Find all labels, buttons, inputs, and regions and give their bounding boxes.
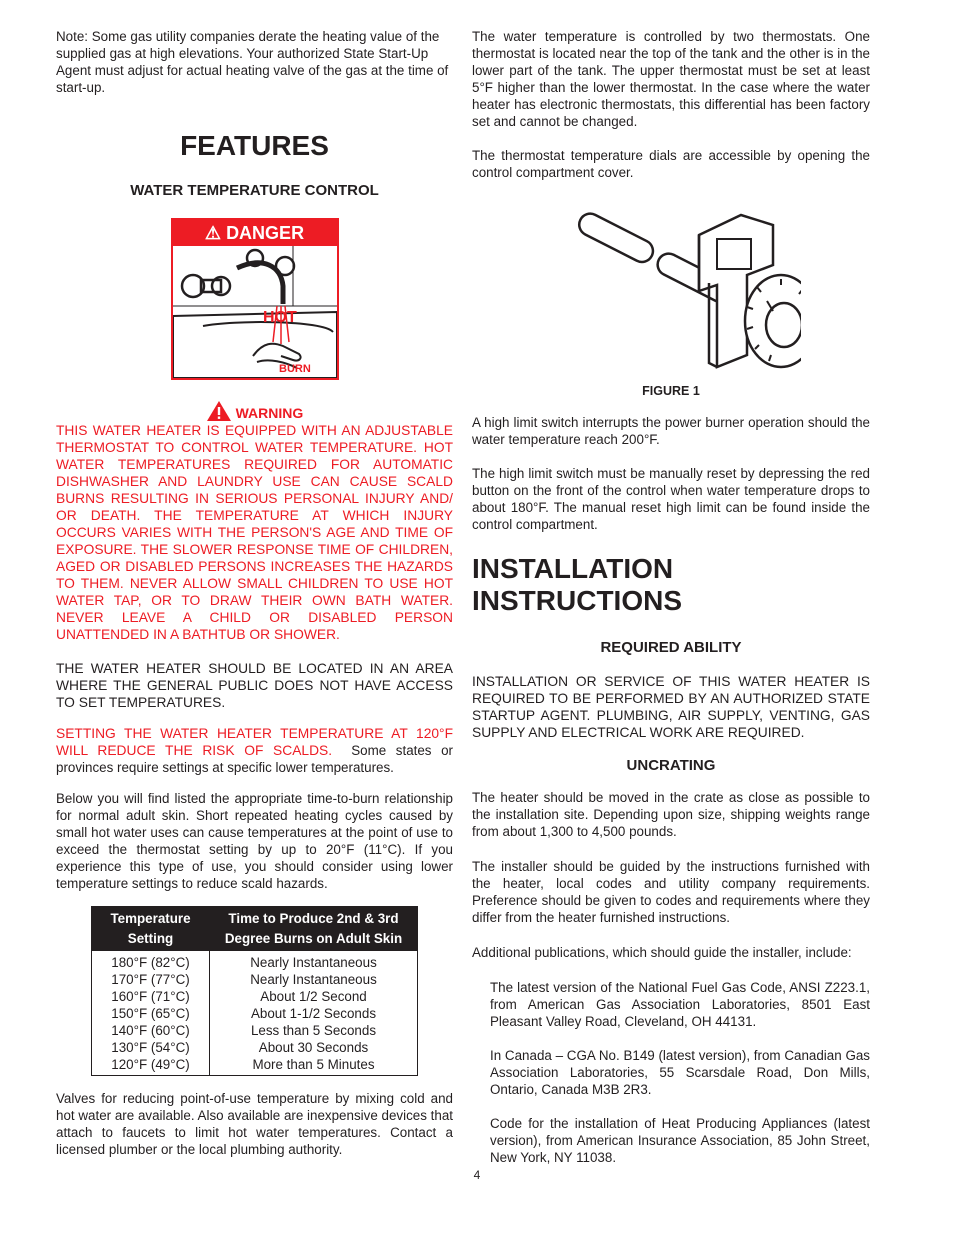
col-header-temperature xyxy=(92,907,210,952)
time-cell: About 1-1/2 Seconds xyxy=(250,1006,377,1021)
temp-cell: 180°F (82°C) xyxy=(92,951,210,971)
left-column xyxy=(56,28,453,1158)
col-header-time-line1: Time to Produce 2nd & 3rd xyxy=(228,911,399,926)
col-header-temperature-line2: Setting xyxy=(127,931,174,946)
table-row xyxy=(92,1022,418,1039)
note-paragraph: Note: Some gas utility companies derate the heating value of the supplied gas at high elevations. Your authorized State Start-Up Agent must adjust for actual heating valve of the gas at the time of start-up. xyxy=(56,29,449,95)
water-temperature-control-heading: WATER TEMPERATURE CONTROL xyxy=(130,182,379,199)
temp-cell: 140°F (60°C) xyxy=(92,1022,210,1039)
temp-cell: 150°F (65°C) xyxy=(92,1005,210,1022)
col-header-time-line2: Degree Burns on Adult Skin xyxy=(224,931,403,946)
time-to-burn-table xyxy=(91,906,418,1076)
danger-label-text: DANGER xyxy=(226,223,305,243)
time-cell: More than 5 Minutes xyxy=(252,1057,375,1072)
guided-text: The installer should be guided by the instructions furnished with the heater, local codes and utility company requirements. Preference should be given to codes and requirements where they differ from the heater furnished instructions. xyxy=(472,859,870,925)
table-row xyxy=(92,1056,418,1076)
required-ability-text: INSTALLATION OR SERVICE OF THIS WATER HEATER IS REQUIRED TO BE PERFORMED BY AN AUTHORIZED STATE STARTUP AGENT. PLUMBING, AIR SUPPLY, VENTING, GAS SUPPLY AND ELECTRICAL WORK ARE REQUIRED. xyxy=(472,674,870,740)
table-row xyxy=(92,988,418,1005)
publication-cga: In Canada – CGA No. B149 (latest version), from Canadian Gas Association Laboratories, 55 Scarsdale Road, Don Mills, Ontario, Canada M3B 2R3. xyxy=(490,1048,870,1097)
thermostat-control-illustration xyxy=(541,195,801,375)
figure-1 xyxy=(472,195,870,400)
high-limit-paragraph: A high limit switch interrupts the power burner operation should the water temperature reach 200°F. xyxy=(472,415,870,447)
table-row xyxy=(92,971,418,988)
right-column xyxy=(472,28,870,1166)
table-row xyxy=(92,951,418,971)
time-cell: About 30 Seconds xyxy=(258,1040,369,1055)
temp-cell: 130°F (54°C) xyxy=(92,1039,210,1056)
danger-label xyxy=(171,218,339,380)
time-cell: Nearly Instantaneous xyxy=(250,972,377,987)
location-text: THE WATER HEATER SHOULD BE LOCATED IN AN AREA WHERE THE GENERAL PUBLIC DOES NOT HAVE ACCESS TO SET TEMPERATURES. xyxy=(56,661,453,710)
installation-instructions-title: INSTALLATION INSTRUCTIONS xyxy=(472,553,682,616)
warning-triangle-icon xyxy=(206,400,232,422)
hot-text: HOT xyxy=(262,309,297,326)
time-cell: About 1/2 Second xyxy=(260,989,367,1004)
figure-caption: FIGURE 1 xyxy=(642,384,700,398)
time-cell: Less than 5 Seconds xyxy=(250,1023,377,1038)
scald-faucet-illustration xyxy=(173,246,337,378)
danger-label-wrap xyxy=(56,218,453,380)
temp-cell: 160°F (71°C) xyxy=(92,988,210,1005)
burn-text: BURN xyxy=(278,363,311,375)
danger-bar xyxy=(173,220,337,246)
features-title: FEATURES xyxy=(180,130,329,161)
reset-paragraph: The high limit switch must be manually reset by depressing the red button on the front of the control when water temperature drops to about 180°F. The manual reset high limit can be found inside the control compartment. xyxy=(472,466,870,532)
warning-text: THIS WATER HEATER IS EQUIPPED WITH AN ADJUSTABLE THERMOSTAT TO CONTROL WATER TEMPERATURE. HOT WATER TEMPERATURES REQUIRED FOR AUTOMATIC DISHWASHER AND LAUNDRY USE CAN CAUSE SCALD BURNS RESULTING IN SERIOUS PERSONAL INJURY AND/ OR DEATH. THE TEMPERATURE AT WHICH INJURY OCCURS VARIES WITH THE PERSON'S AGE AND TIME OF EXPOSURE. THE SLOWER RESPONSE TIME OF CHILDREN, AGED OR DISABLED PERSONS INCREASES THE HAZARDS TO THEM. NEVER ALLOW SMALL CHILDREN TO USE HOT WATER TAP, OR TO DRAW THEIR OWN BATH WATER. NEVER LEAVE A CHILD OR DISABLED PERSON UNATTENDED IN A BATHTUB OR SHOWER. xyxy=(56,423,453,642)
additional-publications-text: Additional publications, which should guide the installer, include: xyxy=(472,945,852,960)
col-header-temperature-line1: Temperature xyxy=(110,911,191,926)
setting-paragraph xyxy=(56,725,453,776)
uncrating-heading: UNCRATING xyxy=(626,757,716,774)
publication-aia: Code for the installation of Heat Producing Appliances (latest version), from American Insurance Association, 85 John Street, New York, NY 11038. xyxy=(490,1116,870,1165)
table-header-row xyxy=(92,907,418,952)
temp-cell: 120°F (49°C) xyxy=(92,1056,210,1076)
thermostats-paragraph: The water temperature is controlled by two thermostats. One thermostat is located near the top of the tank and the other is in the lower part of the tank. The upper thermostat must be set at least 5°F higher than the lower thermostat. In the case where the water heater has electronic thermostats, this differential has been factory set and cannot be changed. xyxy=(472,29,870,129)
warning-label: WARNING xyxy=(235,405,304,421)
table-row xyxy=(92,1005,418,1022)
warning-heading xyxy=(56,400,453,422)
page-number: 4 xyxy=(473,1168,481,1182)
temp-cell: 170°F (77°C) xyxy=(92,971,210,988)
required-ability-heading: REQUIRED ABILITY xyxy=(600,639,742,656)
setting-rest-text: Some states or provinces require settings at specific lower temperatures. xyxy=(56,743,453,775)
valves-paragraph: Valves for reducing point-of-use temperature by mixing cold and hot water are available. Also available are inexpensive devices that attach to faucets to limit hot water temperatures. Contact a licensed plumber or the local plumbing authority. xyxy=(56,1091,453,1157)
publication-ansi: The latest version of the National Fuel Gas Code, ANSI Z223.1, from American Gas Association Laboratories, 8501 East Pleasant Valley Road, Cleveland, OH 44131. xyxy=(490,980,870,1029)
table-row xyxy=(92,1039,418,1056)
dials-paragraph: The thermostat temperature dials are accessible by opening the control compartment cover. xyxy=(472,148,870,180)
time-to-burn-paragraph: Below you will find listed the appropriate time-to-burn relationship for normal adult skin. Short repeated heating cycles caused by small hot water uses can cause temperatures at the point of use to exceed the thermostat setting by up to 20°F (11°C). If you experience this type of use, you should consider using lower temperature settings to reduce scald hazards. xyxy=(56,791,453,891)
time-cell: Nearly Instantaneous xyxy=(250,955,377,970)
alert-triangle-icon: ⚠ xyxy=(204,223,222,243)
col-header-time xyxy=(210,907,418,952)
setting-red-text: SETTING THE WATER HEATER TEMPERATURE AT 120°F WILL REDUCE THE RISK OF SCALDS. xyxy=(56,726,453,758)
uncrating-text: The heater should be moved in the crate as close as possible to the installation site. Depending upon size, shipping weights range from about 1,300 to 4,500 pounds. xyxy=(472,790,870,839)
